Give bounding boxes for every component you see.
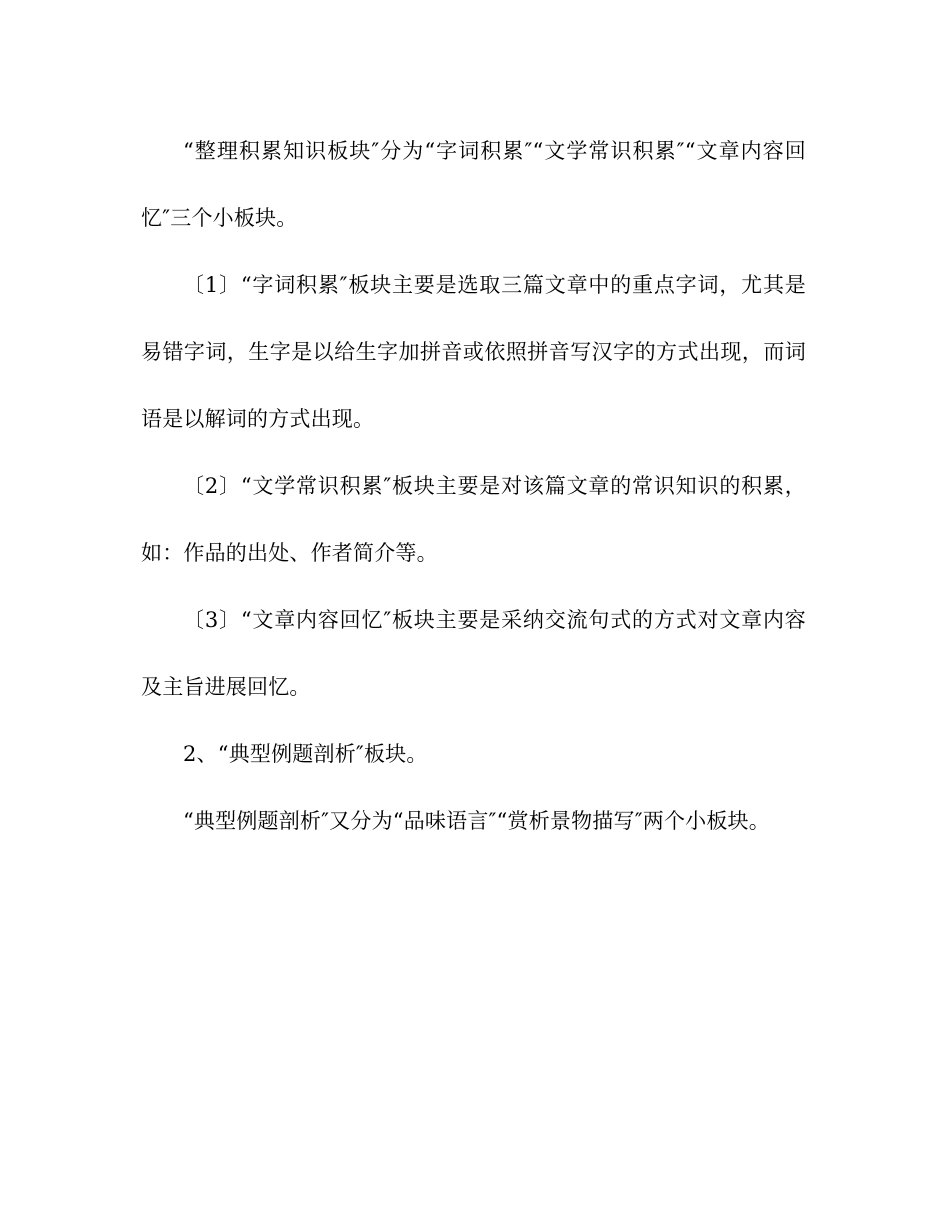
paragraph-content-review: 〔3〕“文章内容回忆″板块主要是采纳交流句式的方式对文章内容及主旨进展回忆。 [141,608,806,699]
body-text [141,118,806,855]
paragraph-literary-knowledge: 〔2〕“文学常识积累″板块主要是对该篇文章的常识知识的积累，如：作品的出处、作者简介等。 [141,474,806,565]
paragraph-section-heading: 2、“典型例题剖析″板块。 [183,742,428,766]
paragraph-overview: “整理积累知识板块″分为“字词积累″“文学常识积累″“文章内容回忆″三个小板块。 [141,139,806,230]
paragraph-example-analysis: “典型例题剖析″又分为“品味语言″“赏析景物描写″两个小板块。 [183,809,770,833]
paragraph-word-accumulation: 〔1〕“字词积累″板块主要是选取三篇文章中的重点字词，尤其是易错字词，生字是以给生字加拼音或依照拼音写汉字的方式出现，而词语是以解词的方式出现。 [141,273,806,431]
